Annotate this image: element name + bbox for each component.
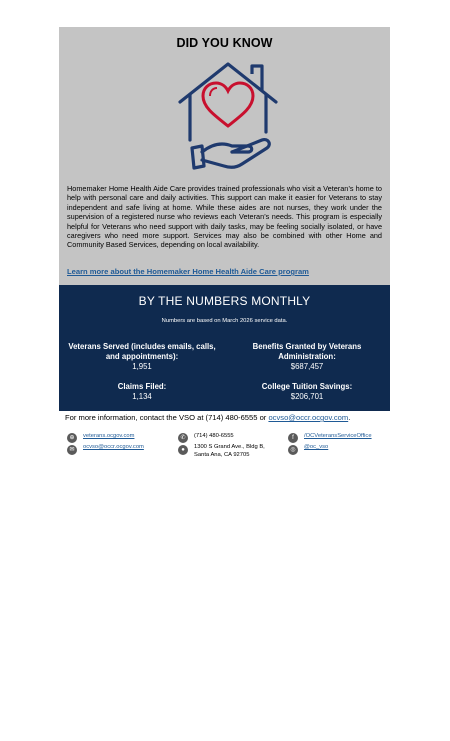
by-the-numbers-panel bbox=[59, 285, 390, 411]
facebook-item bbox=[304, 433, 372, 441]
location-pin-icon: ● bbox=[178, 445, 188, 455]
phone-icon: ✆ bbox=[178, 433, 188, 443]
facebook-icon: f bbox=[288, 433, 298, 443]
stat-label: Claims Filed: bbox=[117, 382, 167, 391]
stat-tuition-savings bbox=[234, 382, 380, 402]
address-text: 1300 S Grand Ave., Bldg B, Santa Ana, CA 92705 bbox=[194, 444, 265, 458]
stat-value: $687,457 bbox=[290, 362, 324, 371]
newsletter-page bbox=[59, 27, 390, 411]
phone-number: (714) 480-6555 bbox=[194, 433, 234, 439]
email-link[interactable]: ocvso@occr.ocgov.com bbox=[83, 444, 144, 450]
stat-label: College Tuition Savings: bbox=[261, 382, 353, 391]
contact-email-link[interactable]: ocvso@occr.ocgov.com bbox=[268, 413, 349, 422]
website-link[interactable]: veterans.ocgov.com bbox=[83, 433, 135, 439]
did-you-know-body: Homemaker Home Health Aide Care provides trained professionals who visit a Veteran’s home to help with personal care and daily activities. This support can make it easier for Veterans to stay independent and safe living at home. While these aides are not nurses, they work under the supervision of a registered nurse who reviews each Veteran’s needs. This program is especially helpful for Veterans who need support with daily tasks, may be feeling socially isolated, or have caregivers who need more support. Services may also be combined with other Home and Community Based Services, depending on local availability. bbox=[67, 184, 382, 250]
website-item bbox=[83, 433, 134, 441]
stat-claims-filed bbox=[65, 382, 219, 402]
did-you-know-panel bbox=[59, 27, 390, 285]
instagram-item bbox=[304, 444, 328, 452]
stat-benefits-granted bbox=[234, 342, 380, 372]
stat-label: Veterans Served (includes emails, calls, and appointments): bbox=[68, 342, 216, 361]
house-heart-in-hand-icon bbox=[174, 60, 282, 172]
stat-value: $206,701 bbox=[290, 392, 324, 401]
contact-prefix: For more information, contact the VSO at (714) 480-6555 or bbox=[65, 413, 269, 422]
stat-label: Benefits Granted by Veterans Administration: bbox=[252, 342, 362, 361]
mail-icon: ✉ bbox=[67, 445, 77, 455]
stat-veterans-served bbox=[65, 342, 219, 372]
email-item bbox=[83, 444, 144, 452]
instagram-icon: ◎ bbox=[288, 445, 298, 455]
globe-icon: ⊕ bbox=[67, 433, 77, 443]
phone-item bbox=[194, 433, 234, 441]
contact-suffix: . bbox=[348, 413, 351, 422]
data-note: Numbers are based on March 2026 service data. bbox=[161, 318, 288, 324]
facebook-link[interactable]: /OCVeteransServiceOffice bbox=[304, 433, 372, 439]
contact-line bbox=[65, 413, 350, 422]
stat-value: 1,951 bbox=[132, 362, 152, 371]
did-you-know-title: DID YOU KNOW bbox=[176, 36, 273, 50]
learn-more-link[interactable]: Learn more about the Homemaker Home Health Aide Care program bbox=[67, 267, 309, 276]
stat-value: 1,134 bbox=[132, 392, 152, 401]
by-the-numbers-title: BY THE NUMBERS MONTHLY bbox=[138, 294, 311, 308]
instagram-link[interactable]: @oc_vso bbox=[304, 444, 329, 450]
address-item bbox=[194, 444, 272, 459]
